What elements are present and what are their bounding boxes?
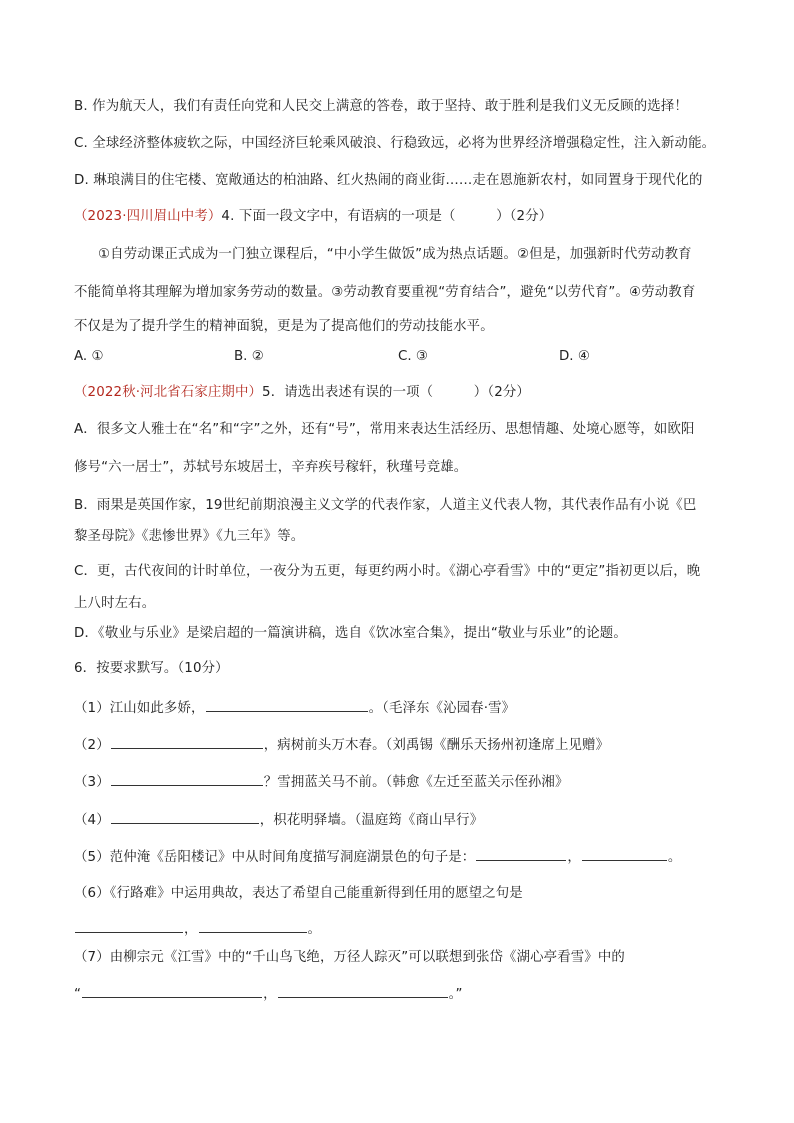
comma-mark: ， bbox=[184, 922, 198, 937]
question-5-header bbox=[74, 383, 530, 403]
question-6-header: 6．按要求默写。（10分） bbox=[74, 661, 229, 676]
item-source: ，枳花明驿墙。（温庭筠《商山早行》 bbox=[259, 813, 484, 828]
answer-blank[interactable] bbox=[111, 734, 263, 749]
end-mark: 。 bbox=[307, 922, 322, 937]
option-d-line: D. 琳琅满目的住宅楼、宽敞通达的柏油路、红火热闹的商业街……走在恩施新农村，如同置身于现代化的 bbox=[74, 173, 703, 188]
recitation-item-3 bbox=[74, 771, 569, 793]
option-d: D. ④ bbox=[559, 349, 590, 364]
paragraph-line: ①自劳动课正式成为一门独立课程后，“中小学生做饭”成为热点话题。②但是，加强新时代劳动教育 bbox=[98, 247, 692, 262]
paragraph-line: 不能简单将其理解为增加家务劳动的数量。③劳动教育要重视“劳育结合”，避免“以劳代育”。④劳动教育 bbox=[74, 285, 696, 300]
end-mark: 。” bbox=[448, 987, 463, 1002]
answer-blank[interactable] bbox=[75, 918, 183, 933]
recitation-item-6-answers bbox=[74, 918, 321, 940]
recitation-item-4 bbox=[74, 809, 483, 831]
option-b: B. ② bbox=[234, 349, 264, 364]
recitation-item-5 bbox=[74, 846, 681, 868]
question-stem: 4. 下面一段文字中，有语病的一项是（ ）（2分） bbox=[221, 209, 553, 224]
q5-line: B．雨果是英国作家，19世纪前期浪漫主义文学的代表作家，人道主义代表人物，其代表作品有小说《巴 bbox=[74, 498, 697, 513]
answer-blank[interactable] bbox=[111, 771, 263, 786]
answer-blank[interactable] bbox=[82, 983, 262, 998]
question-source: （2023·四川眉山中考） bbox=[74, 209, 222, 224]
item-number: （3） bbox=[74, 775, 110, 790]
item-number: （1） bbox=[74, 701, 110, 716]
option-c: C. ③ bbox=[398, 349, 428, 364]
q5-line: 修号“六一居士”，苏轼号东坡居士，辛弃疾号稼轩，秋瑾号竞雄。 bbox=[74, 460, 468, 475]
item-number: （2） bbox=[74, 738, 110, 753]
recitation-item-6: （6）《行路难》中运用典故，表达了希望自己能重新得到任用的愿望之句是 bbox=[74, 886, 523, 901]
answer-blank[interactable] bbox=[476, 846, 566, 861]
option-c-line: C. 全球经济整体疲软之际，中国经济巨轮乘风破浪、行稳致远，必将为世界经济增强稳定性，注入新动能。 bbox=[74, 136, 716, 151]
item-source: ，病树前头万木春。（刘禹锡《酬乐天扬州初逢席上见赠》 bbox=[263, 738, 610, 753]
comma-mark: ， bbox=[567, 850, 581, 865]
item-prompt: 江山如此多娇， bbox=[109, 701, 205, 716]
q5-line: 上八时左右。 bbox=[74, 596, 156, 611]
question-4-header bbox=[74, 207, 552, 227]
item-number: （4） bbox=[74, 813, 110, 828]
recitation-item-7: （7）由柳宗元《江雪》中的“千山鸟飞绝，万径人踪灭”可以联想到张岱《湖心亭看雪》中的 bbox=[74, 950, 625, 965]
answer-blank[interactable] bbox=[199, 918, 307, 933]
answer-blank[interactable] bbox=[111, 809, 259, 824]
q5-line: C．更，古代夜间的计时单位，一夜分为五更，每更约两小时。《湖心亭看雪》中的“更定”指初更以后，晚 bbox=[74, 564, 701, 579]
paragraph-line: 不仅是为了提升学生的精神面貌，更是为了提高他们的劳动技能水平。 bbox=[74, 319, 494, 334]
item-source: ？雪拥蓝关马不前。（韩愈《左迁至蓝关示侄孙湘》 bbox=[263, 775, 569, 790]
comma-mark: ， bbox=[263, 987, 277, 1002]
end-mark: 。 bbox=[667, 850, 682, 865]
answer-blank[interactable] bbox=[582, 846, 667, 861]
answer-blank[interactable] bbox=[206, 697, 368, 712]
item-source: 。（毛泽东《沁园春·雪》 bbox=[368, 701, 516, 716]
answer-blank[interactable] bbox=[278, 983, 448, 998]
q5-line: 黎圣母院》《悲惨世界》《九三年》等。 bbox=[74, 529, 305, 544]
recitation-item-2 bbox=[74, 734, 609, 756]
option-b-line: B. 作为航天人，我们有责任向党和人民交上满意的答卷，敢于坚持、敢于胜利是我们义无反顾的选择！ bbox=[74, 99, 688, 114]
recitation-item-1 bbox=[74, 697, 515, 719]
recitation-item-7-answers bbox=[74, 983, 463, 1005]
open-quote: “ bbox=[74, 987, 82, 1002]
question-source: （2022秋·河北省石家庄期中） bbox=[74, 385, 263, 400]
q5-line: A．很多文人雅士在“名”和“字”之外，还有“号”，常用来表达生活经历、思想情趣、处境心愿等，如欧阳 bbox=[74, 422, 695, 437]
q5-line: D．《敬业与乐业》是梁启超的一篇演讲稿，选自《饮冰室合集》，提出“敬业与乐业”的论题。 bbox=[74, 626, 627, 641]
item-prompt: （5）范仲淹《岳阳楼记》中从时间角度描写洞庭湖景色的句子是： bbox=[74, 850, 476, 865]
option-a: A. ① bbox=[74, 349, 104, 364]
question-stem: 5．请选出表述有误的一项（ ）（2分） bbox=[262, 385, 530, 400]
